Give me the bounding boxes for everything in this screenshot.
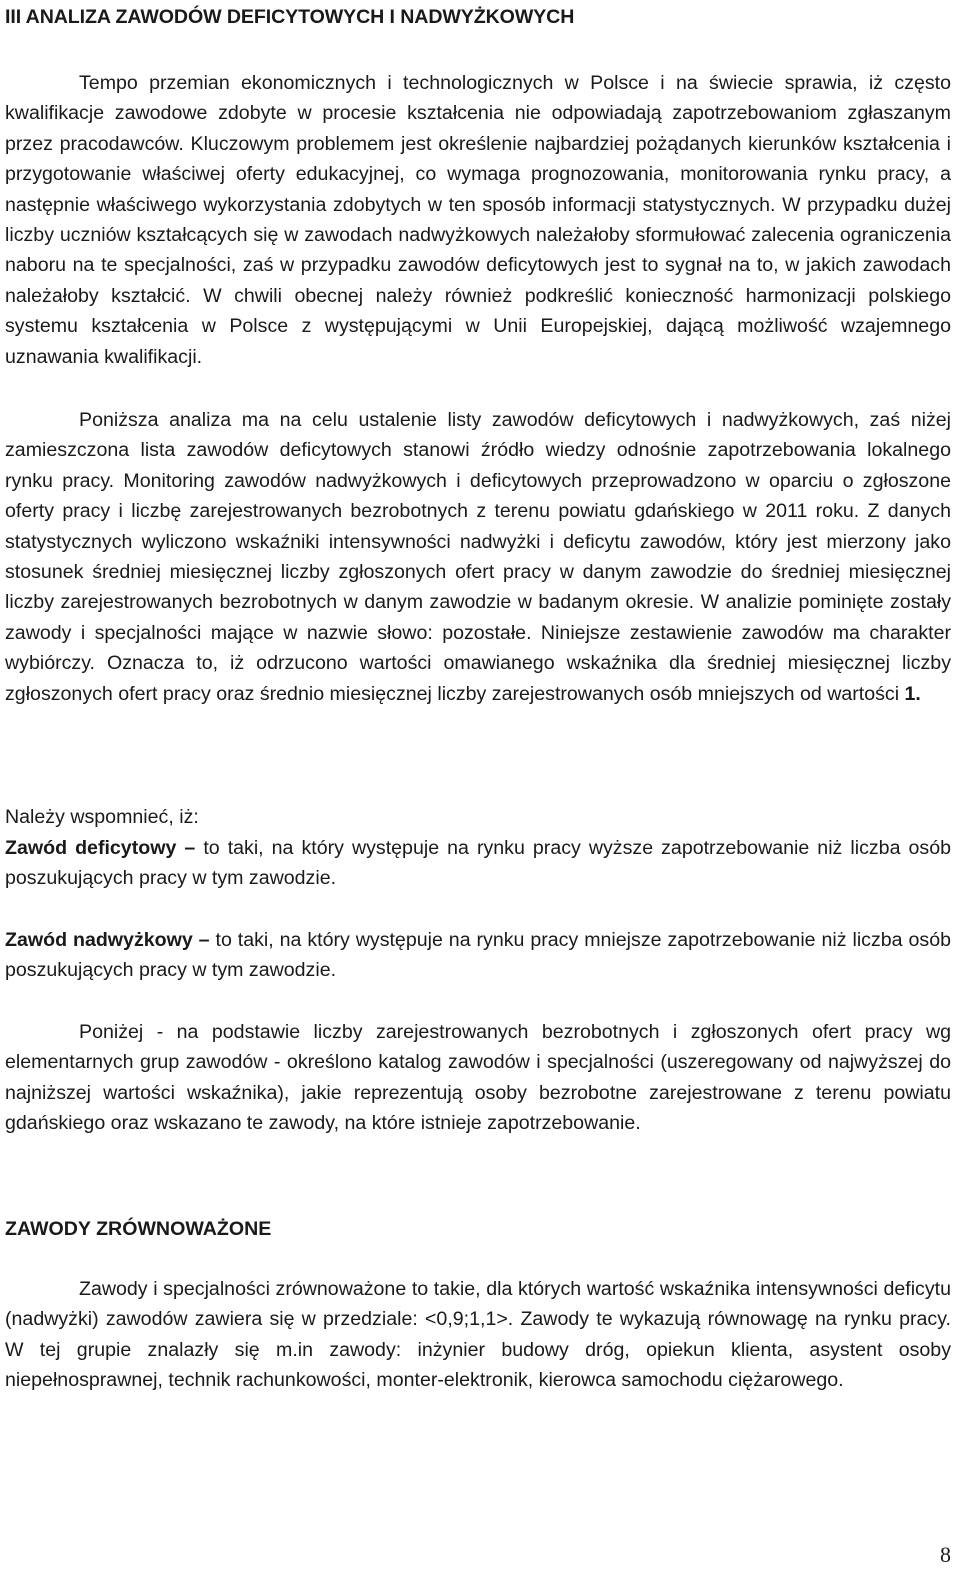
paragraph-intro: Tempo przemian ekonomicznych i technologicznych w Polsce i na świecie sprawia, iż często kwalifikacje zawodowe zdobyte w procesie kształcenia nie odpowiadają zapotrzebowaniom zgłaszanym przez pracodawców. Kluczowym problemem jest określenie najbardziej pożądanych kierunków kształcenia i przygotowanie właściwej oferty edukacyjnej, co wymaga prognozowania, monitorowania rynku pracy, a następnie właściwego wykorzystania zdobytych w ten sposób informacji statystycznych. W przypadku dużej liczby uczniów kształcących się w zawodach nadwyżkowych należałoby sformułować zalecenia ograniczenia naboru na te specjalności, zaś w przypadku zawodów deficytowych jest to sygnał na to, w jakich zawodach należałoby kształcić. W chwili obecnej należy również podkreślić konieczność harmonizacji polskiego systemu kształcenia w Polsce z występującymi w Unii Europejskiej, dającą możliwość wzajemnego uznawania kwalifikacji. <box>5 72 951 368</box>
note-intro: Należy wspomnieć, iż: <box>5 806 199 828</box>
definition-deficit-text: to taki, na który występuje na rynku pracy wyższe zapotrzebowanie niż liczba osób poszukujących pracy w tym zawodzie. <box>5 837 951 890</box>
chapter-heading: III ANALIZA ZAWODÓW DEFICYTOWYCH I NADWYŻKOWYCH <box>5 6 575 28</box>
threshold-value: 1. <box>904 682 921 705</box>
paragraph-analysis-text: Poniższa analiza ma na celu ustalenie listy zawodów deficytowych i nadwyżkowych, zaś niżej zamieszczona lista zawodów deficytowych stanowi źródło wiedzy odnośnie zapotrzebowania lokalnego rynku pracy. Monitoring zawodów nadwyżkowych i deficytowych przeprowadzono w oparciu o zgłoszone oferty pracy i liczbę zarejestrowanych bezrobotnych z terenu powiatu gdańskiego w 2011 roku. Z danych statystycznych wyliczono wskaźniki intensywności nadwyżki i deficytu zawodów, który jest mierzony jako stosunek średniej miesięcznej liczby zgłoszonych ofert pracy w danym zawodzie do średniej miesięcznej liczby zarejestrowanych bezrobotnych w danym zawodzie w badanym okresie. W analizie pominięte zostały zawody i specjalności mające w nazwie słowo: pozostałe. Niniejsze zestawienie zawodów ma charakter wybiórczy. Oznacza to, iż odrzucono wartości omawianego wskaźnika dla średniej miesięcznej liczby zgłoszonych ofert pracy oraz średnio miesięcznej liczby zarejestrowanych osób mniejszych od wartości <box>5 409 951 705</box>
definition-deficit <box>5 833 951 894</box>
definition-surplus <box>5 925 951 986</box>
paragraph-catalog: Poniżej - na podstawie liczby zarejestrowanych bezrobotnych i zgłoszonych ofert pracy wg elementarnych grup zawodów - określono katalog zawodów i specjalności (uszeregowany od najwyższej do najniższej wartości wskaźnika), jakie reprezentują osoby bezrobotne zarejestrowane z terenu powiatu gdańskiego oraz wskazano te zawody, na które istnieje zapotrzebowanie. <box>5 1021 951 1135</box>
definition-deficit-term: Zawód deficytowy – <box>5 837 196 859</box>
page-number: 8 <box>940 1542 951 1567</box>
definition-surplus-term: Zawód nadwyżkowy – <box>5 929 210 951</box>
paragraph-balanced: Zawody i specjalności zrównoważone to takie, dla których wartość wskaźnika intensywności deficytu (nadwyżki) zawodów zawiera się w przedziale: <0,9;1,1>. Zawody te wykazują równowagę na rynku pracy. W tej grupie znalazły się m.in zawody: inżynier budowy dróg, opiekun klienta, asystent osoby niepełnosprawnej, technik rachunkowości, monter-elektronik, kierowca samochodu ciężarowego. <box>5 1278 951 1392</box>
definition-surplus-text: to taki, na który występuje na rynku pracy mniejsze zapotrzebowanie niż liczba osób poszukujących pracy w tym zawodzie. <box>5 929 951 982</box>
paragraph-analysis <box>5 405 951 709</box>
section-heading: ZAWODY ZRÓWNOWAŻONE <box>5 1218 272 1240</box>
